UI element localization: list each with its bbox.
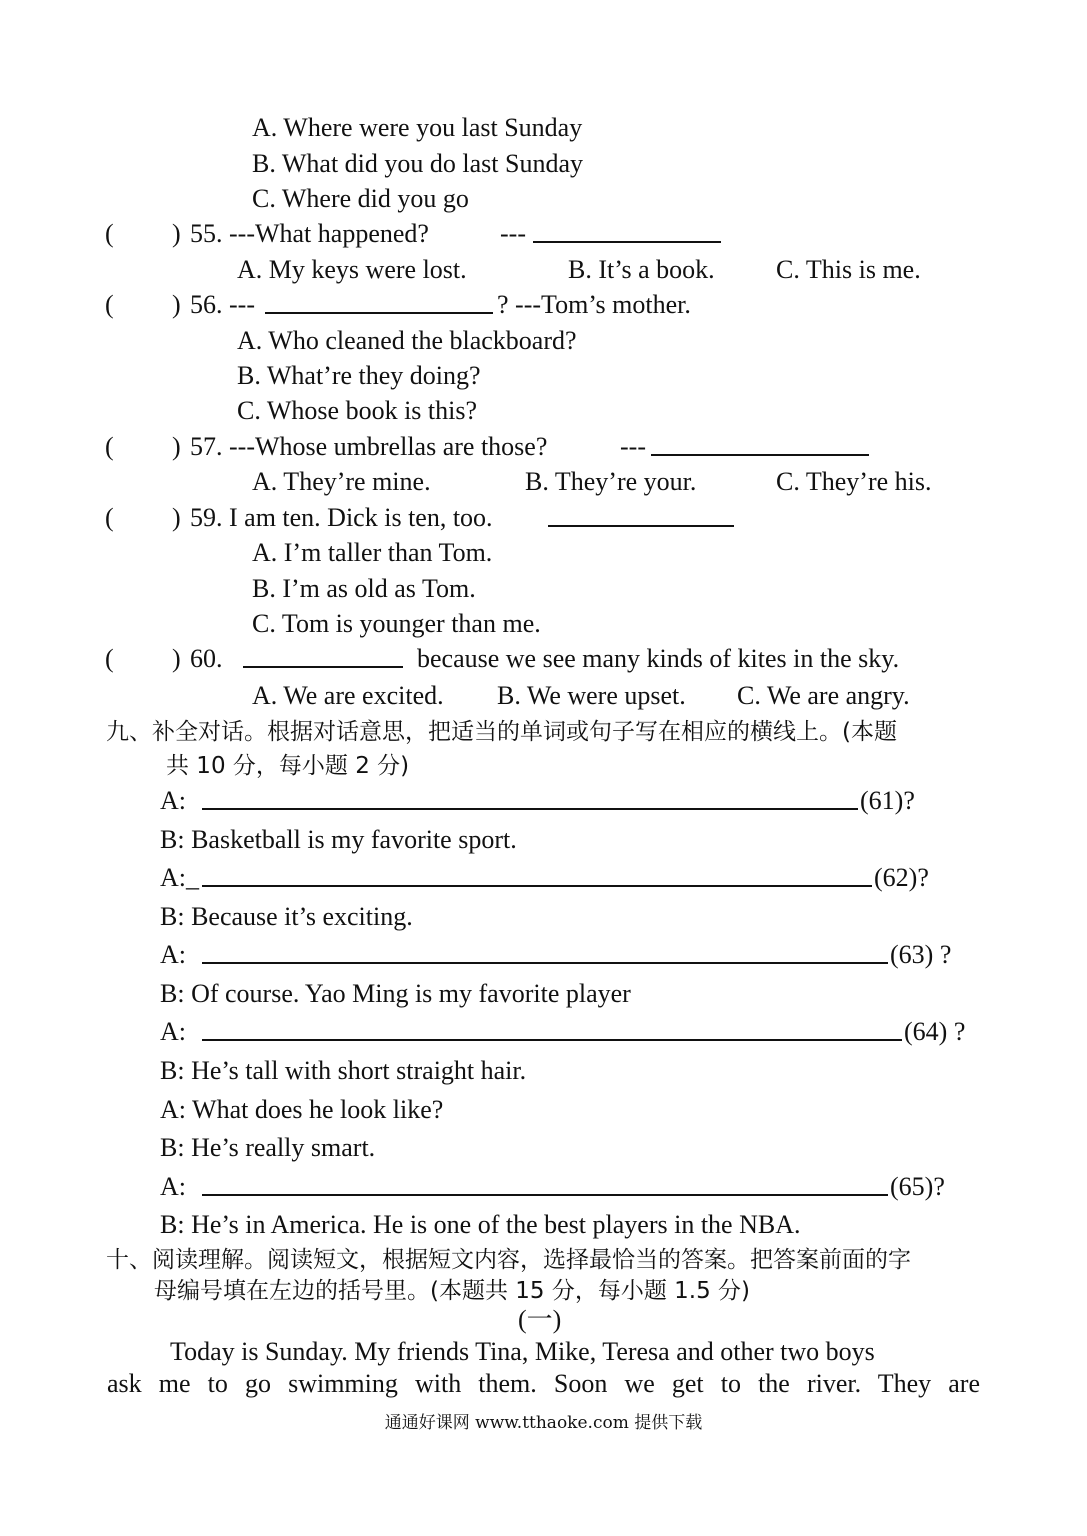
dialogue-a65-label: A: <box>160 1172 186 1201</box>
q55-close-paren: ) <box>172 219 181 248</box>
q56-option-a: A. Who cleaned the blackboard? <box>237 326 577 355</box>
q54-option-a: A. Where were you last Sunday <box>252 113 583 142</box>
q60-answer-blank[interactable] <box>243 644 403 675</box>
q56-answer-blank[interactable] <box>265 290 493 321</box>
q57-answer-blank[interactable] <box>651 432 869 463</box>
dialogue-a63-number: (63) ? <box>890 940 952 969</box>
q60-option-b: B. We were upset. <box>497 681 686 710</box>
dialogue-b2: B: Because it’s exciting. <box>160 902 413 931</box>
dialogue-a63-blank[interactable] <box>202 940 888 971</box>
dialogue-a64-label: A: <box>160 1017 186 1046</box>
q60-open-paren: ( <box>105 644 114 673</box>
dialogue-a63-label: A: <box>160 940 186 969</box>
dialogue-a5: A: What does he look like? <box>160 1095 444 1124</box>
q56-open-paren: ( <box>105 290 114 319</box>
q55-option-c: C. This is me. <box>776 255 921 284</box>
q59-stem: 59. I am ten. Dick is ten, too. <box>190 503 493 532</box>
dialogue-a64-number: (64) ? <box>904 1017 966 1046</box>
q57-option-b: B. They’re your. <box>525 467 697 496</box>
q57-close-paren: ) <box>172 432 181 461</box>
q59-open-paren: ( <box>105 503 114 532</box>
q55-option-b: B. It’s a book. <box>568 255 715 284</box>
q55-option-a: A. My keys were lost. <box>237 255 467 284</box>
section9-heading-line2: 共 10 分，每小题 2 分) <box>166 753 410 779</box>
passage-line2: ask me to go swimming with them. Soon we get to the river. They are <box>107 1369 980 1398</box>
q59-option-c: C. Tom is younger than me. <box>252 609 541 638</box>
q57-option-a: A. They’re mine. <box>252 467 431 496</box>
q60-option-c: C. We are angry. <box>737 681 910 710</box>
q59-option-b: B. I’m as old as Tom. <box>252 574 476 603</box>
q55-dash: --- <box>500 219 526 248</box>
q56-close-paren: ) <box>172 290 181 319</box>
dialogue-b5: B: He’s really smart. <box>160 1133 376 1162</box>
section10-heading-line2: 母编号填在左边的括号里。(本题共 15 分，每小题 1.5 分) <box>154 1278 751 1304</box>
q57-stem: 57. ---Whose umbrellas are those? <box>190 432 548 461</box>
q59-option-a: A. I’m taller than Tom. <box>252 538 493 567</box>
dialogue-a61-label: A: <box>160 786 186 815</box>
footer-source: 通通好课网 www.tthaoke.com 提供下载 <box>384 1413 703 1433</box>
q60-tail: because we see many kinds of kites in the sky. <box>417 644 900 673</box>
dialogue-a65-number: (65)? <box>890 1172 945 1201</box>
section10-part-label: (一) <box>518 1305 562 1334</box>
dialogue-b1: B: Basketball is my favorite sport. <box>160 825 517 854</box>
dialogue-a64-blank[interactable] <box>202 1017 902 1048</box>
section10-heading-line1: 十、阅读理解。阅读短文，根据短文内容，选择最恰当的答案。把答案前面的字 <box>106 1247 911 1273</box>
q54-option-c: C. Where did you go <box>252 184 469 213</box>
q59-answer-blank[interactable] <box>548 503 734 534</box>
dialogue-a62-blank[interactable] <box>202 863 872 894</box>
dialogue-a61-number: (61)? <box>860 786 915 815</box>
dialogue-b4: B: He’s tall with short straight hair. <box>160 1056 527 1085</box>
dialogue-b3: B: Of course. Yao Ming is my favorite player <box>160 979 631 1008</box>
dialogue-a61-blank[interactable] <box>202 786 858 817</box>
dialogue-b6: B: He’s in America. He is one of the best players in the NBA. <box>160 1210 801 1239</box>
q56-option-b: B. What’re they doing? <box>237 361 481 390</box>
q57-dash: --- <box>620 432 646 461</box>
q60-stem: 60. <box>190 644 223 673</box>
q56-stem: 56. --- <box>190 290 255 319</box>
q57-open-paren: ( <box>105 432 114 461</box>
q55-open-paren: ( <box>105 219 114 248</box>
q56-tail: ? ---Tom’s mother. <box>497 290 691 319</box>
section9-heading-line1: 九、补全对话。根据对话意思，把适当的单词或句子写在相应的横线上。(本题 <box>106 719 897 745</box>
dialogue-a65-blank[interactable] <box>202 1172 888 1203</box>
dialogue-a62-number: (62)? <box>874 863 929 892</box>
q57-option-c: C. They’re his. <box>776 467 932 496</box>
q60-option-a: A. We are excited. <box>252 681 444 710</box>
q55-answer-blank[interactable] <box>533 219 721 250</box>
passage-line1: Today is Sunday. My friends Tina, Mike, Teresa and other two boys <box>170 1337 875 1366</box>
q60-close-paren: ) <box>172 644 181 673</box>
q55-stem: 55. ---What happened? <box>190 219 429 248</box>
q56-option-c: C. Whose book is this? <box>237 396 478 425</box>
dialogue-a62-label: A:_ <box>160 863 199 892</box>
q59-close-paren: ) <box>172 503 181 532</box>
q54-option-b: B. What did you do last Sunday <box>252 149 584 178</box>
